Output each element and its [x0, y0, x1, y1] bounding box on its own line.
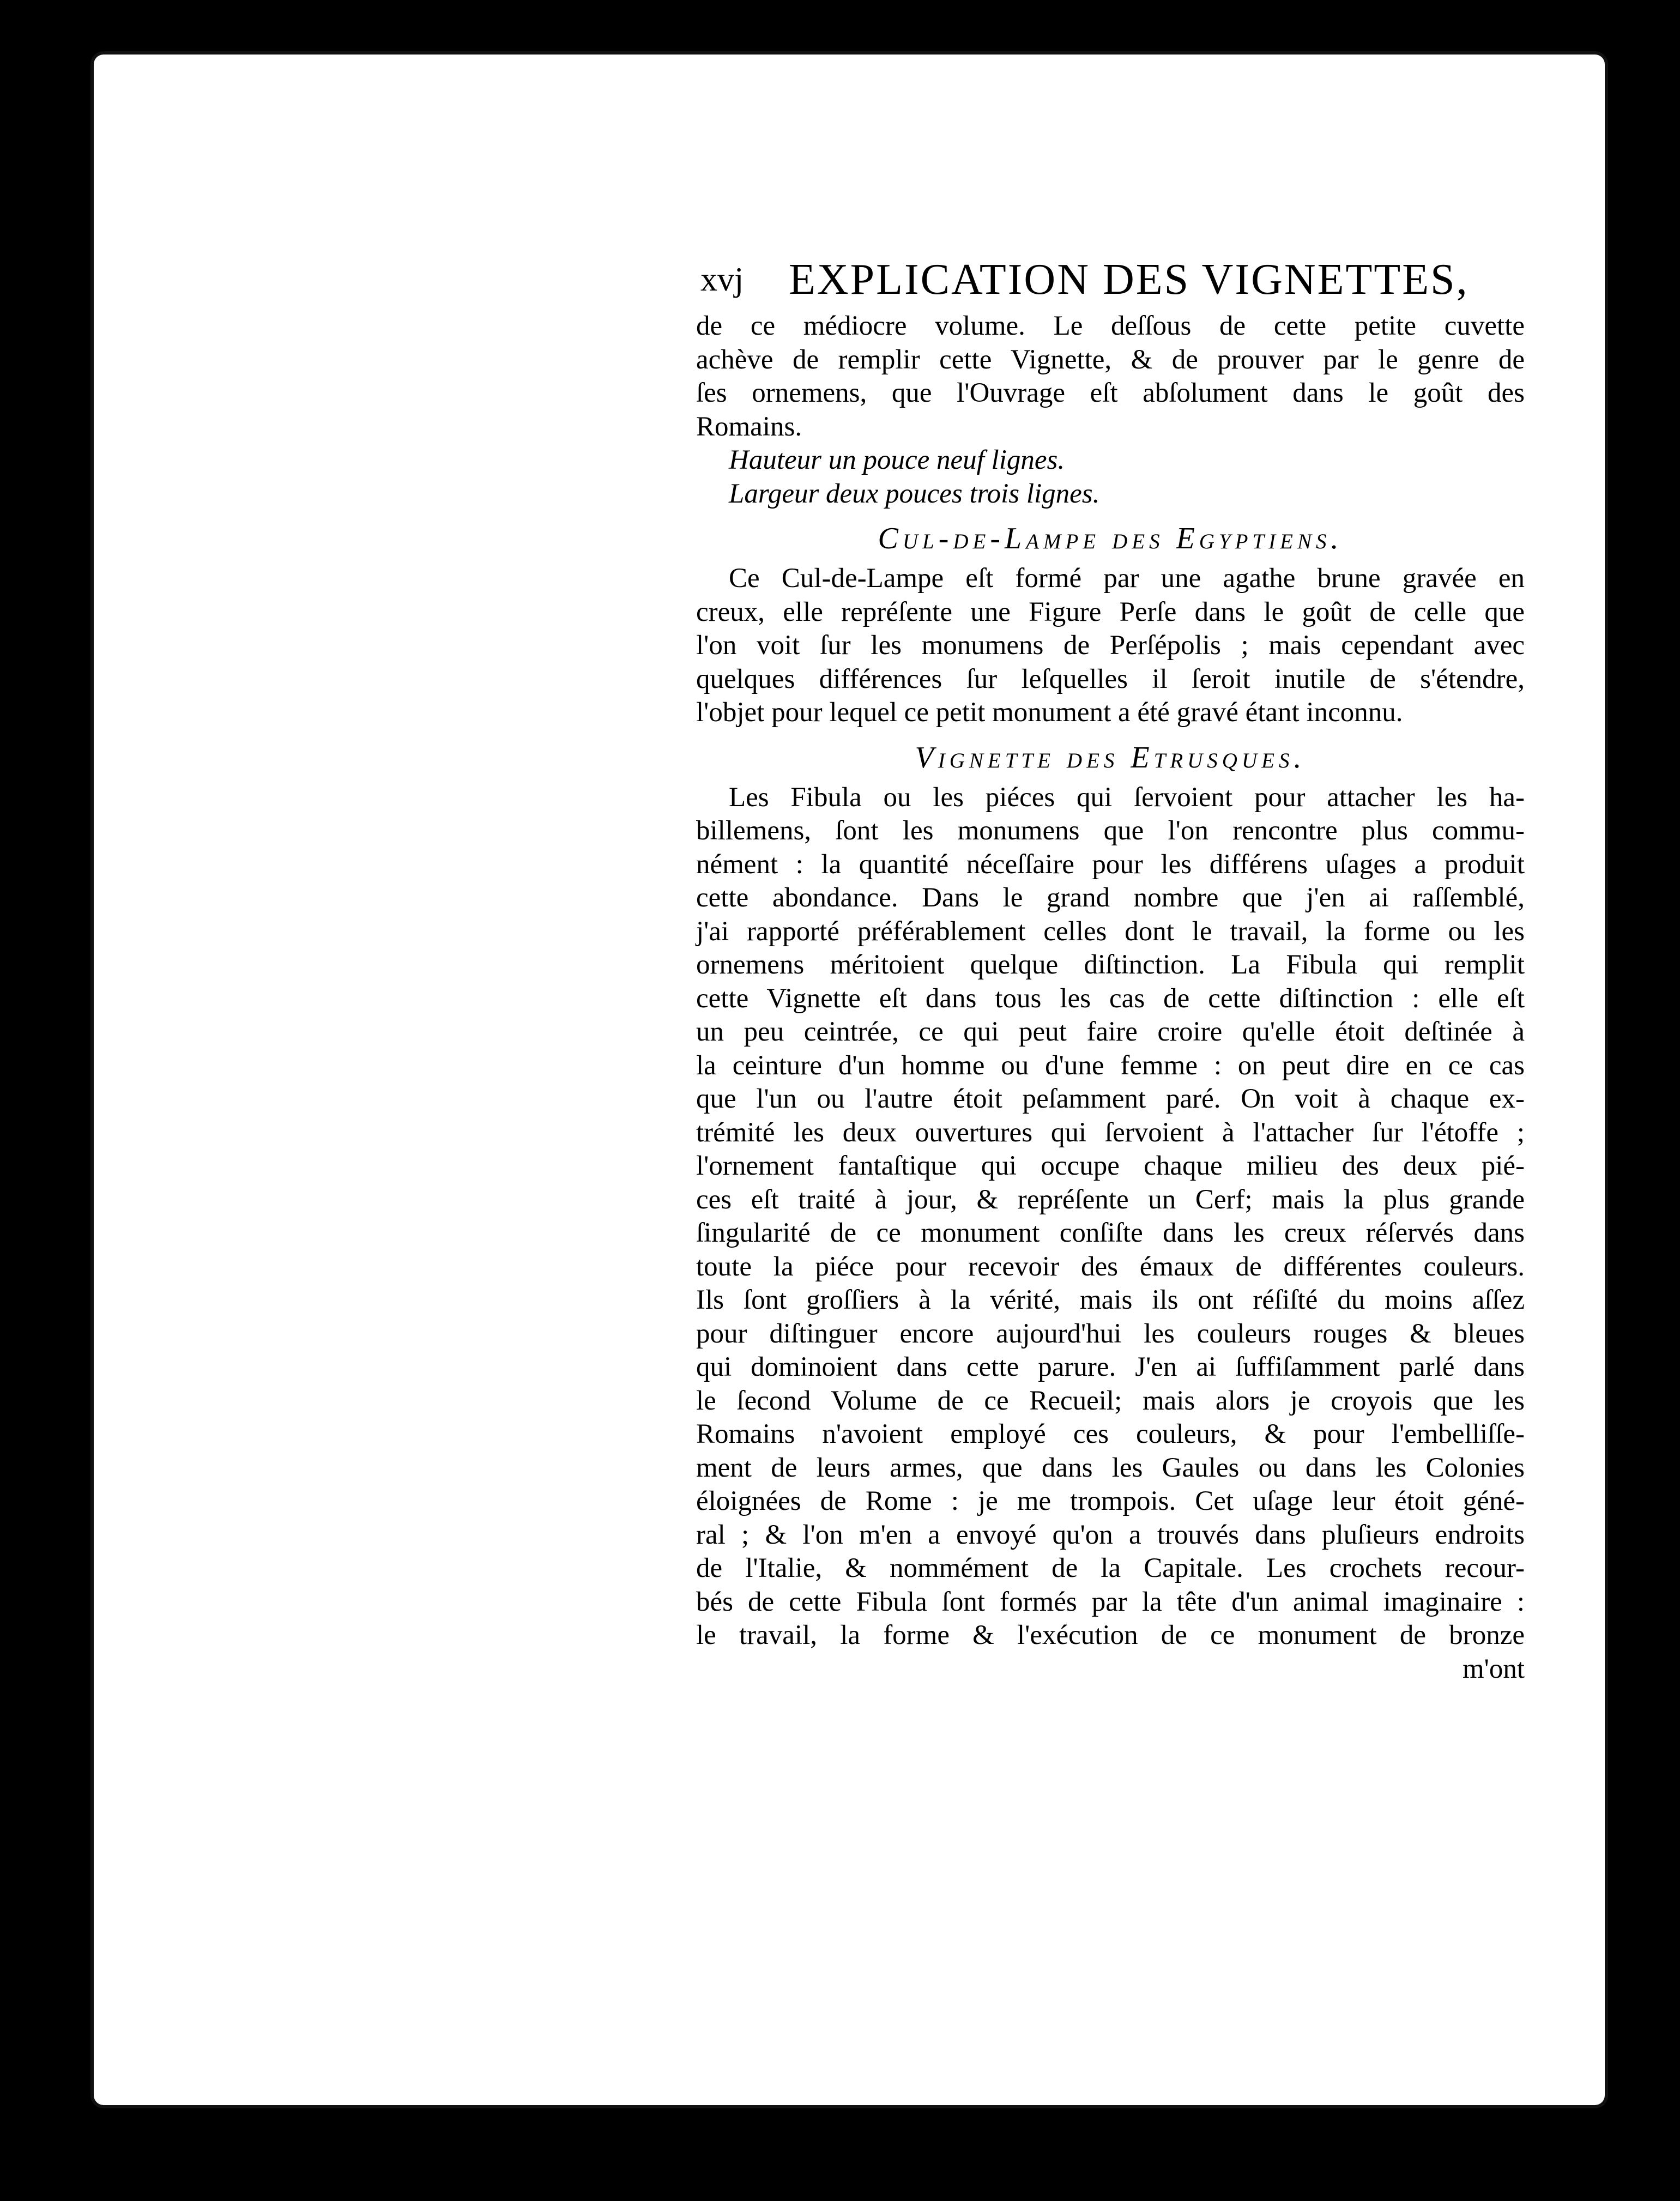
- section-heading-etrusques: Vignette des Etrusques.: [915, 740, 1306, 775]
- text-line: trémité les deux ouvertures qui ſervoient à l'attacher ſur l'étoffe ;: [696, 1117, 1525, 1148]
- text-line: un peu ceintrée, ce qui peut faire croire qu'elle étoit deſtinée à: [696, 1017, 1525, 1047]
- intro-paragraph: [696, 310, 1525, 511]
- text-line: bés de cette Fibula ſont formés par la tête d'un animal imaginaire :: [696, 1586, 1525, 1617]
- running-title: EXPLICATION DES VIGNETTES,: [789, 256, 1469, 304]
- paragraph-egyptiens: [696, 562, 1525, 730]
- text-line: ornemens méritoient quelque diſtinction. La Fibula qui remplit: [696, 950, 1525, 980]
- section-heading-egyptiens: Cul-de-Lampe des Egyptiens.: [878, 522, 1343, 555]
- text-line: billemens, ſont les monumens que l'on rencontre plus commu-: [696, 815, 1525, 846]
- text-line: le travail, la forme & l'exécution de ce monument de bronze: [696, 1620, 1525, 1650]
- text-line: nément : la quantité néceſſaire pour les différens uſages a produit: [696, 849, 1525, 880]
- page-header: [696, 255, 1525, 310]
- text-line: ſingularité de ce monument conſiſte dans les creux réſervés dans: [696, 1218, 1525, 1248]
- dimension-width: Largeur deux pouces trois lignes.: [729, 478, 1100, 509]
- text-line: ces eſt traité à jour, & repréſente un Cerf; mais la plus grande: [696, 1184, 1525, 1215]
- text-line: ral ; & l'on m'en a envoyé qu'on a trouvés dans pluſieurs endroits: [696, 1519, 1525, 1550]
- text-line: qui dominoient dans cette parure. J'en ai ſuffiſamment parlé dans: [696, 1352, 1525, 1382]
- catchword: m'ont: [1462, 1653, 1525, 1684]
- text-line: toute la piéce pour recevoir des émaux de différentes couleurs.: [696, 1251, 1525, 1282]
- text-line: cette abondance. Dans le grand nombre que j'en ai raſſemblé,: [696, 882, 1525, 913]
- text-line: de ce médiocre volume. Le deſſous de cette petite cuvette: [696, 311, 1525, 341]
- text-block: [696, 255, 1525, 1686]
- text-line: ſes ornemens, que l'Ouvrage eſt abſolument dans le goût des: [696, 378, 1525, 408]
- text-line: cette Vignette eſt dans tous les cas de cette diſtinction : elle eſt: [696, 983, 1525, 1014]
- text-line: que l'un ou l'autre étoit peſamment paré. On voit à chaque ex-: [696, 1084, 1525, 1114]
- text-line: achève de remplir cette Vignette, & de prouver par le genre de: [696, 344, 1525, 375]
- text-line: Ce Cul-de-Lampe eſt formé par une agathe brune gravée en: [729, 563, 1525, 594]
- dimension-height: Hauteur un pouce neuf lignes.: [729, 445, 1065, 475]
- book-page: [94, 55, 1605, 2105]
- text-line: Ils ſont groſſiers à la vérité, mais ils ont réſiſté du moins aſſez: [696, 1285, 1525, 1315]
- page-number: xvj: [700, 261, 744, 298]
- text-line: l'objet pour lequel ce petit monument a été gravé étant inconnu.: [696, 697, 1403, 728]
- text-line: creux, elle repréſente une Figure Perſe dans le goût de celle que: [696, 596, 1525, 627]
- text-line: éloignées de Rome : je me trompois. Cet uſage leur étoit géné-: [696, 1486, 1525, 1516]
- text-line: l'on voit ſur les monumens de Perſépolis ; mais cependant avec: [696, 630, 1525, 661]
- text-line: j'ai rapporté préférablement celles dont le travail, la forme ou les: [696, 916, 1525, 947]
- paragraph-etrusques: [696, 781, 1525, 1686]
- text-line: Romains n'avoient employé ces couleurs, & pour l'embelliſſe-: [696, 1419, 1525, 1449]
- text-line: Romains.: [696, 411, 802, 442]
- text-line: le ſecond Volume de ce Recueil; mais alors je croyois que les: [696, 1385, 1525, 1416]
- text-line: la ceinture d'un homme ou d'une femme : on peut dire en ce cas: [696, 1050, 1525, 1081]
- text-line: Les Fibula ou les piéces qui ſervoient pour attacher les ha-: [729, 782, 1525, 813]
- text-line: pour diſtinguer encore aujourd'hui les couleurs rouges & bleues: [696, 1318, 1525, 1349]
- text-line: ment de leurs armes, que dans les Gaules ou dans les Colonies: [696, 1452, 1525, 1483]
- text-line: l'ornement fantaſtique qui occupe chaque milieu des deux pié-: [696, 1151, 1525, 1181]
- text-line: de l'Italie, & nommément de la Capitale. Les crochets recour-: [696, 1553, 1525, 1583]
- text-line: quelques différences ſur leſquelles il ſeroit inutile de s'étendre,: [696, 663, 1525, 694]
